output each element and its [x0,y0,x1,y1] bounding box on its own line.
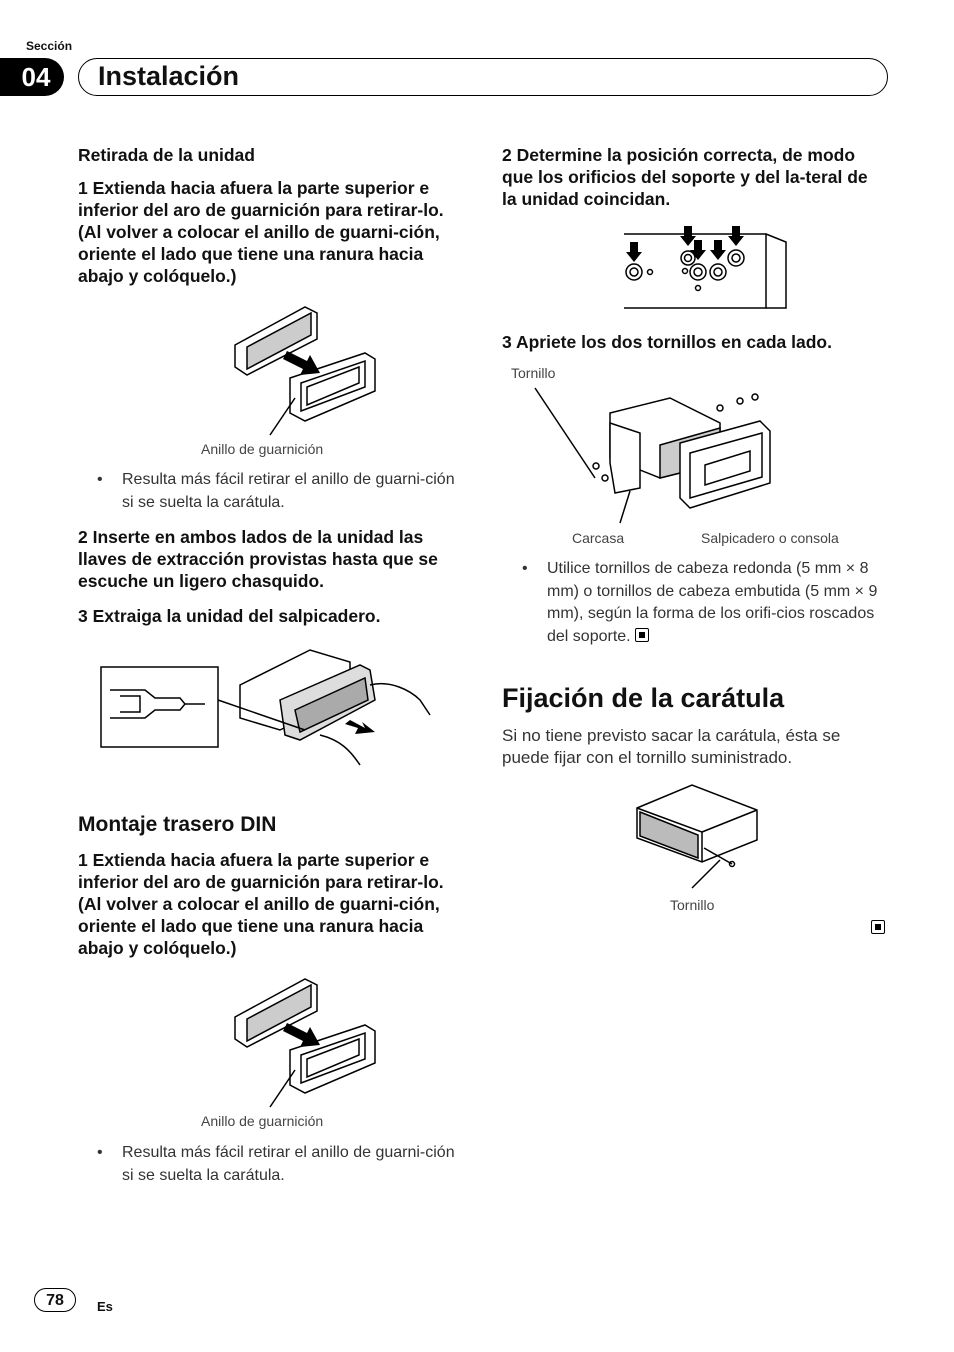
section-number-badge: 04 [0,58,64,96]
dashboard-label: Salpicadero o consola [701,530,839,546]
stop-icon [871,920,885,934]
removal-bullet-text: Resulta más fácil retirar el anillo de guarni-ción si se suelta la carátula. [122,471,455,511]
removal-step-2: 2 Inserte en ambos lados de la unidad las llaves de extracción provistas hasta que se escuche un ligero chasquido. [78,527,438,591]
din-rear-heading: Montaje trasero DIN [78,813,277,836]
page-title: Instalación [98,61,240,91]
trim-ring-illustration [225,303,385,433]
din-rear-step-2: 2 Determine la posición correcta, de modo que los orificios del soporte y del la-teral de la unidad coincidan. [502,145,868,209]
removal-step-1: 1 Extienda hacia afuera la parte superior e inferior del aro de guarnición para retirar-lo. (Al volver a colocar el anillo de guarni-ción, oriente el lado que tiene una ranura hacia abajo y colóquelo.) [78,178,444,286]
din-rear-bullet-text: Resulta más fácil retirar el anillo de guarni-ción si se suelta la carátula. [122,1144,455,1184]
din-rear-bullet [97,1142,467,1187]
din-rear-step-3: 3 Apriete los dos tornillos en cada lado. [502,332,832,352]
removal-heading: Retirada de la unidad [78,145,255,165]
faceplate-screw-illustration [632,780,762,895]
bullet-icon: • [522,560,528,577]
page-number: 78 [34,1288,76,1312]
trim-ring-illustration-2 [225,975,385,1105]
bracket-mounting-illustration [530,383,775,523]
hole-alignment-illustration [608,222,793,314]
stop-icon [635,628,649,642]
trim-ring-caption: Anillo de guarnición [201,441,324,457]
trim-ring-caption-2: Anillo de guarnición [201,1113,324,1129]
faceplate-screw-label: Tornillo [670,897,715,913]
bullet-icon: • [97,471,103,488]
bullet-icon: • [97,1144,103,1161]
extraction-illustration [100,640,445,775]
screw-label: Tornillo [511,365,556,381]
screw-bullet [522,558,887,648]
removal-step-3: 3 Extraiga la unidad del salpicadero. [78,606,381,626]
faceplate-body: Si no tiene previsto sacar la carátula, ésta se puede fijar con el tornillo suministrado. [502,726,841,767]
screw-bullet-text: Utilice tornillos de cabeza redonda (5 mm × 8 mm) o tornillos de cabeza embutida (5 mm × 9 mm), según la forma de los orifi-cios roscados del soporte. [547,560,878,645]
section-label: Sección [26,39,73,53]
removal-bullet [97,469,467,514]
housing-label: Carcasa [572,530,625,546]
language-code: Es [97,1299,113,1314]
din-rear-step-1: 1 Extienda hacia afuera la parte superior e inferior del aro de guarnición para retirar-lo. (Al volver a colocar el anillo de guarni-ción, oriente el lado que tiene una ranura hacia abajo y colóquelo.) [78,850,444,958]
faceplate-heading: Fijación de la carátula [502,683,785,713]
